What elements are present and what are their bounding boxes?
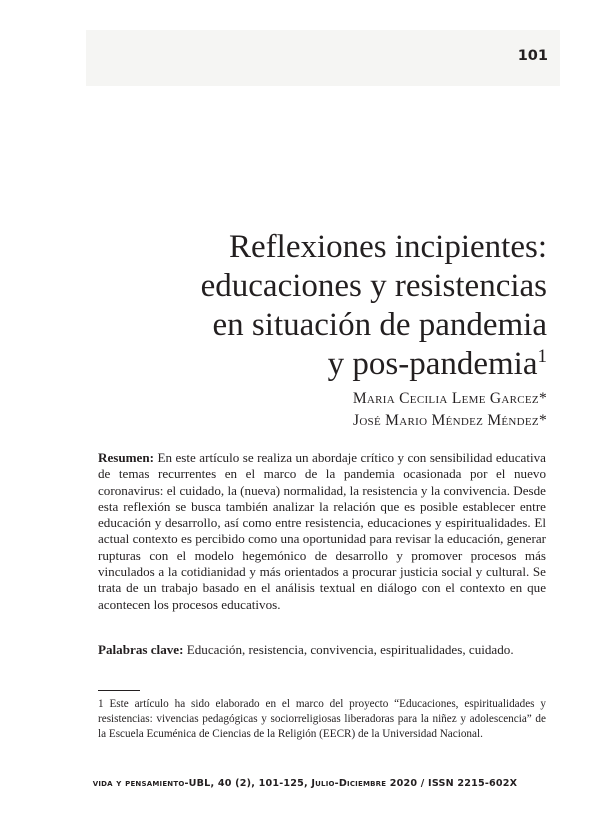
title-line-text: y pos-pandemia — [327, 346, 538, 382]
header-band — [86, 30, 560, 86]
keywords-text: Educación, resistencia, convivencia, espiritualidades, cuidado. — [186, 642, 514, 657]
title-footnote-marker[interactable]: 1 — [537, 346, 547, 367]
title-line: Reflexiones incipientes: — [229, 229, 547, 265]
title-line-last — [107, 345, 547, 384]
footnote-text: Este artículo ha sido elaborado en el marco del proyecto “Educaciones, espiritualidades y resistencias: vivencias pedagógicas y sociorreligiosas liberadoras para la niñez y adolescencia” de la Escuela Ecuménica de Ciencias de la Religión (EECR) de la Universidad Nacional. — [98, 698, 546, 740]
footnote-marker: 1 — [98, 698, 104, 710]
journal-citation-footer: vida y pensamiento-UBL, 40 (2), 101-125, Julio-Diciembre 2020 / ISSN 2215-602X — [92, 778, 518, 789]
footnote — [98, 697, 546, 742]
abstract-text: En este artículo se realiza un abordaje crítico y con sensibilidad educativa de temas recurrentes en el marco de la pandemia ocasionada por el nuevo coronavirus: el cuidado, la (nueva) normalidad, la resistencia y la convivencia. Desde esta reflexión se busca también analizar la relación que es posible establecer entre educación y desarrollo, así como entre resistencia, educaciones y espiritualidades. El actual contexto es percibido como una oportunidad para revisar la educación, generar rupturas con el modelo hegemónico de desarrollo y promover procesos más vinculados a la cotidianidad y más orientados a procurar justicia social y cultural. Se trata de un trabajo basado en el análisis textual en diálogo con el contexto en que acontecen los procesos educativos. — [98, 450, 546, 612]
title-line: educaciones y resistencias — [200, 268, 547, 304]
abstract-label: Resumen: — [98, 450, 155, 465]
title-line: en situación de pandemia — [212, 307, 547, 343]
keywords-label: Palabras clave: — [98, 642, 184, 657]
article-title — [107, 228, 547, 384]
footnote-divider — [98, 690, 140, 691]
keywords — [98, 642, 546, 658]
author-name: José Mario Méndez Méndez* — [352, 412, 547, 429]
page-number: 101 — [517, 48, 548, 64]
authors — [353, 388, 547, 432]
author-name: Maria Cecilia Leme Garcez* — [352, 390, 547, 407]
abstract — [98, 450, 546, 613]
